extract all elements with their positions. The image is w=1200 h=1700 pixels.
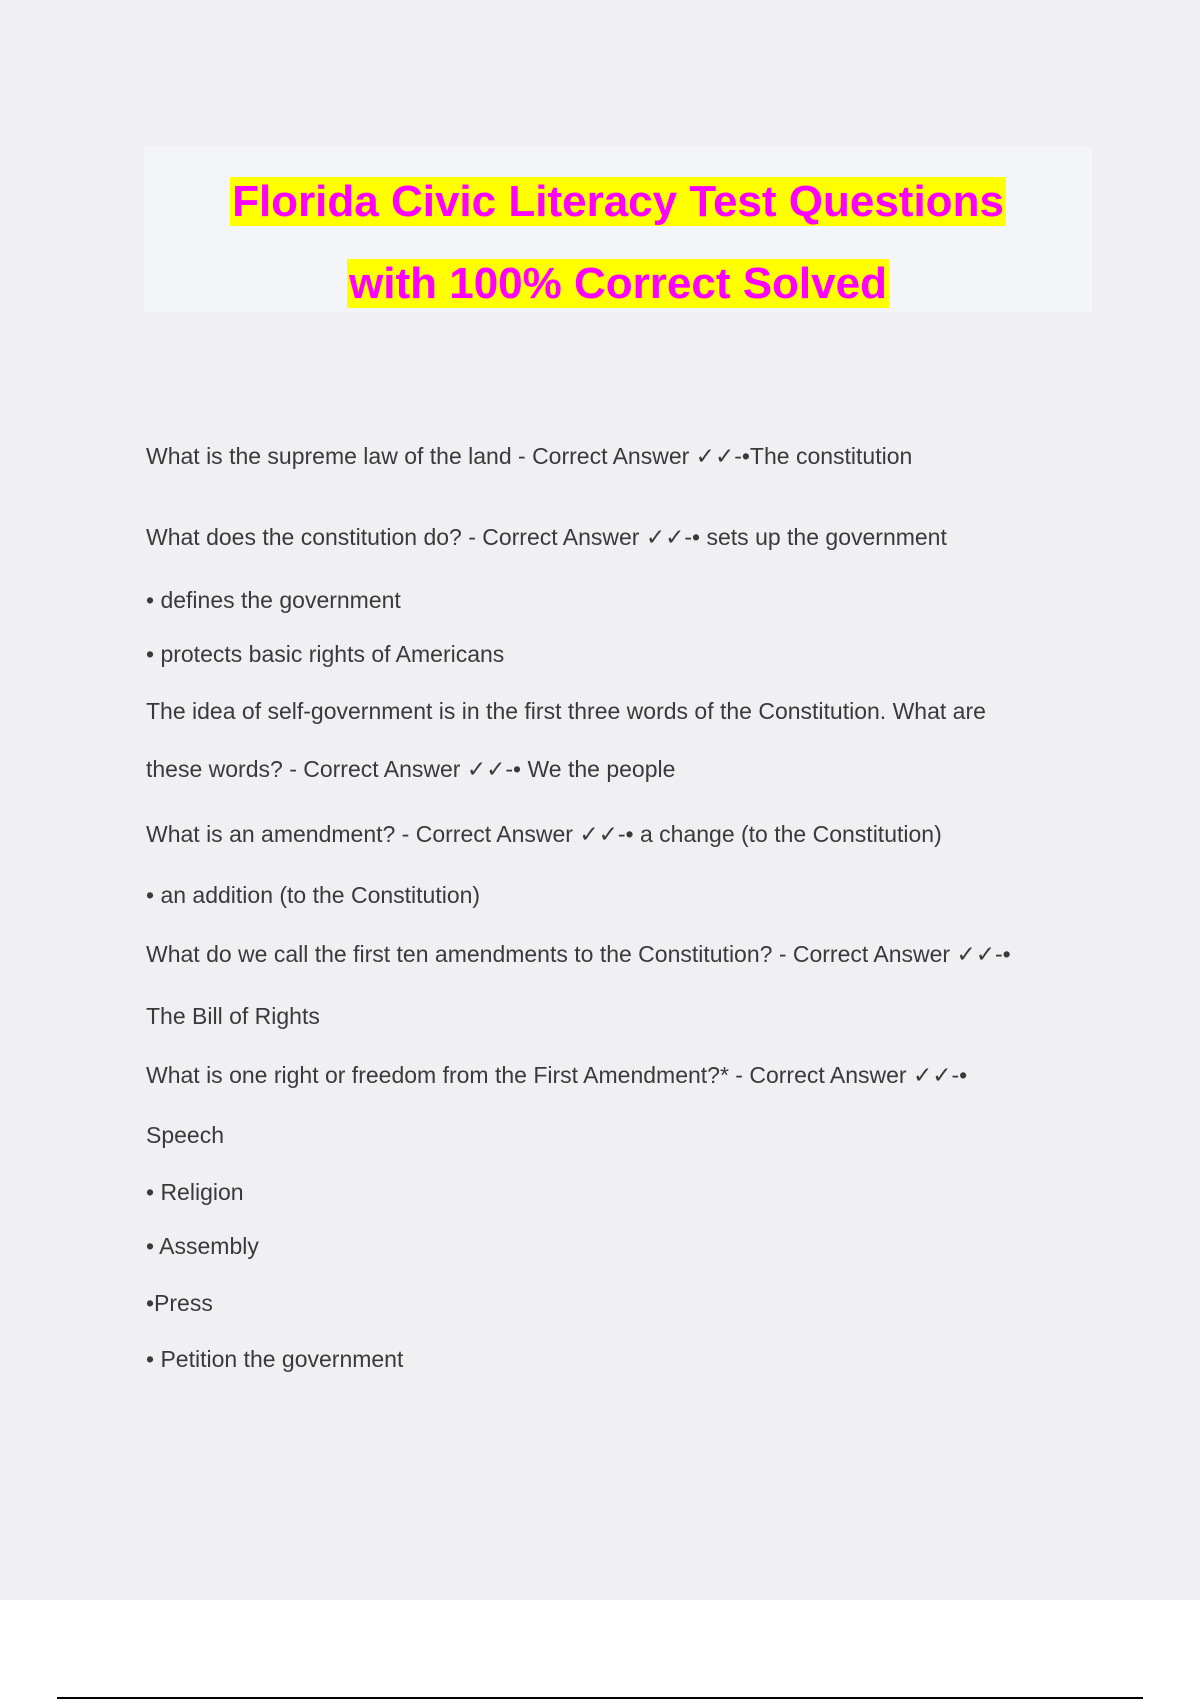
footer-divider bbox=[57, 1697, 1143, 1699]
question-line: What is an amendment? - Correct Answer ✓✓-• a change (to the Constitution) bbox=[146, 821, 942, 847]
question-line: What do we call the first ten amendments to the Constitution? - Correct Answer ✓✓-• bbox=[146, 941, 1011, 967]
title-line-1 bbox=[144, 174, 1092, 230]
answer-bullet: • Petition the government bbox=[146, 1346, 404, 1372]
title-line-2-text: with 100% Correct Solved bbox=[349, 259, 887, 308]
title-line-1-text: Florida Civic Literacy Test Questions bbox=[232, 177, 1004, 226]
answer-line: Speech bbox=[146, 1122, 225, 1148]
answer-bullet: •Press bbox=[146, 1290, 213, 1316]
title-block bbox=[144, 146, 1092, 312]
answer-bullet: • protects basic rights of Americans bbox=[146, 641, 505, 667]
answer-bullet: • defines the government bbox=[146, 587, 401, 613]
question-line: What does the constitution do? - Correct Answer ✓✓-• sets up the government bbox=[146, 524, 947, 550]
answer-line: The Bill of Rights bbox=[146, 1003, 320, 1029]
question-line: these words? - Correct Answer ✓✓-• We the people bbox=[146, 756, 676, 782]
title-line-2 bbox=[144, 256, 1092, 312]
question-line: What is one right or freedom from the First Amendment?* - Correct Answer ✓✓-• bbox=[146, 1062, 968, 1088]
answer-bullet: • Religion bbox=[146, 1179, 244, 1205]
answer-bullet: • an addition (to the Constitution) bbox=[146, 882, 481, 908]
answer-bullet: • Assembly bbox=[146, 1233, 259, 1259]
question-line: What is the supreme law of the land - Correct Answer ✓✓-•The constitution bbox=[146, 443, 913, 469]
question-line: The idea of self-government is in the first three words of the Constitution. What are bbox=[146, 698, 986, 724]
